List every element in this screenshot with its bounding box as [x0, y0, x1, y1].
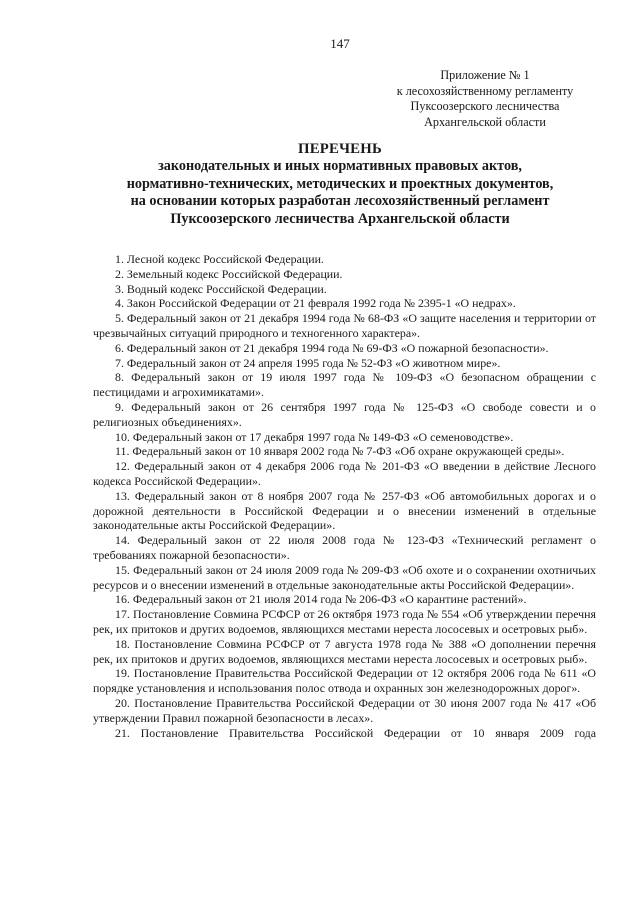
list-item: 4. Закон Российской Федерации от 21 февраля 1992 года № 2395-1 «О недрах». — [115, 296, 516, 311]
list-item: 11. Федеральный закон от 10 января 2002 года № 7-ФЗ «Об охране окружающей среды». — [115, 444, 565, 459]
list-item: 17. Постановление Совмина РСФСР от 26 октября 1973 года № 554 «Об утверждении перечня рек, их притоков и других водоемов, являющихся местами нереста лососевых и осетровых рыб». — [93, 607, 596, 636]
appendix-line: Архангельской области — [424, 114, 546, 129]
appendix-line: Приложение № 1 — [440, 68, 530, 82]
list-item: 9. Федеральный закон от 26 сентября 1997 года № 125-ФЗ «О свободе совести и о религиозных объединениях». — [93, 399, 596, 429]
list-item: 16. Федеральный закон от 21 июля 2014 года № 206-ФЗ «О карантине растений». — [115, 592, 527, 607]
document-subtitle — [0, 158, 640, 228]
list-item: 18. Постановление Совмина РСФСР от 7 августа 1978 года № 388 «О дополнении перечня рек, их притоков и других водоемов, являющихся местами нереста лососевых и осетровых рыб». — [93, 636, 596, 666]
page-number: 147 — [330, 36, 350, 51]
list-item: 14. Федеральный закон от 22 июля 2008 года № 123-ФЗ «Технический регламент о требованиях пожарной безопасности». — [93, 533, 596, 562]
list-item: 8. Федеральный закон от 19 июля 1997 года № 109-ФЗ «О безопасном обращении с пестицидами и агрохимикатами». — [93, 370, 596, 400]
subtitle-line: законодательных и иных нормативных правовых актов, — [158, 158, 522, 174]
subtitle-line: на основании которых разработан лесохозяйственный регламент — [130, 193, 550, 209]
appendix-line: к лесохозяйственному регламенту — [396, 83, 574, 98]
list-item: 5. Федеральный закон от 21 декабря 1994 года № 68-ФЗ «О защите населения и территории от чрезвычайных ситуаций природного и техногенного характера». — [93, 311, 596, 340]
list-item: 3. Водный кодекс Российской Федерации. — [115, 281, 327, 296]
subtitle-line: Пуксоозерского лесничества Архангельской области — [170, 210, 510, 227]
list-item: 12. Федеральный закон от 4 декабря 2006 года № 201-ФЗ «О введении в действие Лесного кодекса Российской Федерации». — [93, 459, 596, 488]
list-item: 1. Лесной кодекс Российской Федерации. — [115, 252, 324, 266]
list-item: 21. Постановление Правительства Российской Федерации от 10 января 2009 года — [115, 725, 596, 740]
list-item: 6. Федеральный закон от 21 декабря 1994 года № 69-ФЗ «О пожарной безопасности». — [115, 340, 549, 355]
list-item: 20. Постановление Правительства Российской Федерации от 30 июня 2007 года № 417 «Об утверждении Правил пожарной безопасности в лесах». — [93, 695, 596, 725]
list-item: 7. Федеральный закон от 24 апреля 1995 года № 52-ФЗ «О животном мире». — [115, 355, 501, 370]
list-item: 10. Федеральный закон от 17 декабря 1997 года № 149-ФЗ «О семеноводстве». — [115, 429, 514, 444]
list-item: 2. Земельный кодекс Российской Федерации. — [115, 266, 343, 281]
list-item: 15. Федеральный закон от 24 июля 2009 года № 209-ФЗ «Об охоте и о сохранении охотничьих ресурсов и о внесении изменений в отдельные законодательные акты Российской Федерации». — [93, 562, 596, 592]
legal-acts-list — [93, 252, 596, 740]
subtitle-line: нормативно-технических, методических и проектных документов, — [126, 175, 554, 192]
list-item: 19. Постановление Правительства Российской Федерации от 12 октября 2006 года № 611 «О порядке установления и использования полос отвода и охранных зон железнодорожных дорог». — [93, 666, 596, 696]
appendix-header — [380, 68, 590, 130]
document-title: ПЕРЕЧЕНЬ — [298, 141, 382, 157]
appendix-line: Пуксоозерского лесничества — [410, 99, 560, 113]
list-item: 13. Федеральный закон от 8 ноября 2007 года № 257-ФЗ «Об автомобильных дорогах и о дорожной деятельности в Российской Федерации и о внесении изменений в отдельные законодательные акты Российской Федерации». — [93, 488, 596, 533]
